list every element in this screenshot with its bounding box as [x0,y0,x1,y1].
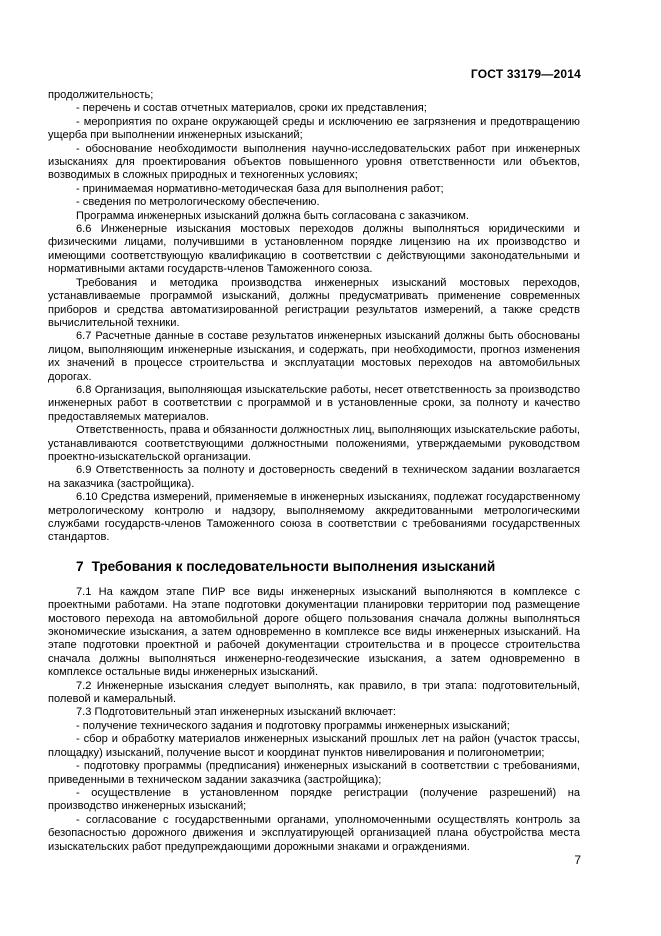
paragraph: - подготовку программы (предписания) инженерных изысканий в соответствии с требованиями, приведенными в техническом задании заказчика (застройщика); [48,760,580,786]
paragraph: 7.3 Подготовительный этап инженерных изысканий включает: [76,706,396,719]
paragraphs-block [48,89,580,545]
page-number: 7 [574,853,581,867]
paragraph: - сбор и обработку материалов инженерных изысканий прошлых лет на район (участок трассы, площадку) изысканий, получение высот и координат пунктов нивелирования и полигонометрии; [48,733,580,759]
paragraph: - согласование с государственными органами, уполномоченными осуществлять контроль за безопасностью дорожного движения и эксплуатирующей организацией плана обустройства места изыскательских работ предупреждающими дорожными знаками и ограждениями. [48,813,580,853]
paragraph: 6.7 Расчетные данные в составе результатов инженерных изысканий должны быть обоснованы лицом, выполняющим инженерные изыскания, и содержать, при необходимости, прогноз изменения их значений в процессе строительства и эксплуатации мостовых переходов на автомобильных дорогах. [48,330,580,383]
paragraph: 7.2 Инженерные изыскания следует выполнять, как правило, в три этапа: подготовительный, полевой и камеральный. [48,679,580,706]
paragraph: - обоснование необходимости выполнения научно-исследовательских работ при инженерных изысканиях для проектирования объектов повышенного уровня ответственности или объектов, возводимых в сложных природных и техногенных условиях; [48,142,580,182]
section-heading [48,559,580,575]
paragraph: - осуществление в установленном порядке регистрации (получение разрешений) на производство инженерных изысканий; [48,786,580,813]
paragraph: - мероприятия по охране окружающей среды и исключению ее загрязнения и предотвращению ущерба при выполнении инженерных изысканий; [48,115,580,142]
paragraph: Программа инженерных изысканий должна быть согласована с заказчиком. [76,209,469,222]
paragraph: - принимаемая нормативно-методическая база для выполнения работ; [76,182,444,195]
document-body [48,89,580,854]
paragraph: 6.10 Средства измерений, применяемые в инженерных изысканиях, подлежат государственному метрологическому контролю и надзору, выполняемому аккредитованными метрологическими службами государств-членов Таможенного союза в соответствии с требованиями государственных стандартов. [48,491,580,544]
section-paragraphs-block [48,586,580,854]
paragraph: 6.8 Организация, выполняющая изыскательские работы, несет ответственность за производство инженерных работ в соответствии с программой и в установленные сроки, за полноту и качество предоставляемых материалов. [48,383,580,423]
paragraph: - получение технического задания и подготовку программы инженерных изысканий; [76,719,510,732]
paragraph: Требования и методика производства инженерных изысканий мостовых переходов, устанавливаемые программой изысканий, должны предусматривать применение современных приборов и средства автоматизированной регистрации результатов измерений, а также средств вычислительной техники. [48,276,580,329]
paragraph: - сведения по метрологическому обеспечению. [76,196,320,209]
paragraph: продолжительность; [48,89,154,101]
paragraph: - перечень и состав отчетных материалов, сроки их представления; [76,102,427,115]
paragraph: 7.1 На каждом этапе ПИР все виды инженерных изысканий выполняются в комплексе с проектными работами. На этапе подготовки документации планировки территории под размещение мостового перехода на автомобильной дороге общего пользования сначала должны выполняться экономические изыскания, а затем одновременно в комплексе все виды инженерных изысканий. На этапе подготовки проектной и рабочей документации строительства и в процессе строительства сначала должны выполняться инженерно-геодезические изыскания, а затем одновременно в комплексе остальные виды инженерных изысканий. [48,585,580,679]
paragraph: 6.9 Ответственность за полноту и достоверность сведений в техническом задании возлагается на заказчика (застройщика). [48,464,580,490]
section-title: Требования к последовательности выполнения изысканий [91,558,496,574]
section-number: 7 [76,558,84,574]
paragraph: Ответственность, права и обязанности должностных лиц, выполняющих изыскательские работы, устанавливаются соответствующими должностными положениями, утверждаемыми руководством проектно-изыскательской организации. [48,424,580,463]
standard-header: ГОСТ 33179—2014 [470,67,581,81]
paragraph: 6.6 Инженерные изыскания мостовых переходов должны выполняться юридическими и физическими лицами, получившими в установленном порядке лицензию на их производство и имеющими соответствующую квалификацию в соответствии с действующими законодательными и нормативными актами государств-членов Таможенного союза. [48,223,580,276]
